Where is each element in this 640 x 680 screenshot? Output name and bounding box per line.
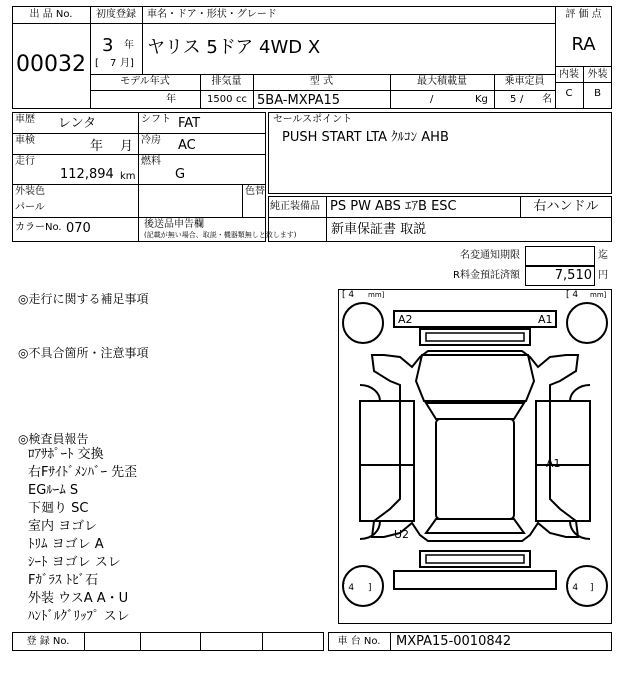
inspector-report-label: ◎検査員報告 (18, 432, 89, 446)
rear-bumper-shape (394, 571, 556, 589)
rear-trunk-shape (420, 551, 530, 567)
tire-rl-label: [ 4 (342, 583, 355, 593)
fuel-label: 燃料 (141, 156, 161, 167)
sales-point-label: セールスポイント (273, 114, 353, 125)
mileage-value: 112,894 (60, 167, 114, 182)
load-slash: / (430, 94, 434, 105)
recycle-amount: 7,510 (554, 268, 592, 283)
right-front-arch-shape (570, 385, 590, 401)
reg-month-prefix: [ (95, 58, 99, 69)
mark-right-door: A1 (546, 457, 561, 470)
interior-score: C (565, 88, 573, 99)
inspector-item-6: ﾄﾘﾑ ヨゴレ A (28, 537, 104, 552)
reg-year: 3 (102, 35, 114, 56)
car-name: ヤリス 5ドア 4WD X (147, 37, 321, 58)
inspector-item-5: 室内 ヨゴレ (28, 519, 98, 534)
name-change-label: 名変通知期限 (460, 250, 520, 261)
inspection-year-unit: 年 (90, 139, 104, 154)
tire-fl-unit: mm] (368, 291, 385, 299)
inspection-month-unit: 月 (120, 139, 134, 154)
tire-fr-unit: mm] (590, 291, 607, 299)
load-unit: Kg (475, 94, 488, 105)
equipment-value: PS PW ABS ｴｱB ESC (330, 199, 457, 214)
capacity-value: 5 (510, 94, 517, 105)
inspector-item-4: 下廻り SC (28, 501, 89, 516)
shift-value: FAT (178, 116, 201, 131)
inspector-item-9: 外装 ウスA A・U (28, 591, 129, 606)
car-label: 車名・ドア・形状・グレード (147, 9, 277, 20)
history-label: 車歴 (15, 114, 35, 125)
inspector-item-1: ﾛｱｻﾎﾟｰﾄ 交換 (28, 447, 104, 462)
color-no-label: カラーNo. (15, 222, 62, 233)
mark-front-right: A1 (538, 313, 553, 326)
ac-value: AC (178, 138, 196, 153)
reg-year-unit: 年 (124, 40, 134, 51)
capacity-slash: / (520, 94, 524, 105)
inspector-item-3: EGﾙｰﾑ S (28, 483, 79, 498)
defect-remarks-label: ◎不具合箇所・注意事項 (18, 346, 149, 360)
equipment-label: 純正装備品 (270, 201, 320, 212)
left-front-arch-shape (360, 385, 380, 401)
color-no-value: 070 (66, 221, 91, 236)
inspector-item-8: Fｶﾞﾗｽ ﾄﾋﾞ石 (28, 573, 99, 588)
warranty-value: 新車保証書 取説 (331, 222, 427, 237)
type-value: 5BA-MXPA15 (257, 93, 341, 108)
postfix-note: (記載が無い場合、取説・機器類無しと致します) (144, 231, 297, 239)
color-change-label: 色替 (245, 186, 265, 197)
postfix-label: 後送品申告欄 (144, 219, 204, 230)
hood-shape (416, 355, 534, 401)
mileage-unit: km (120, 171, 136, 182)
name-change-box (525, 246, 595, 266)
right-rear-door-shape (536, 465, 590, 521)
history-value: レンタ (58, 116, 97, 131)
model-year-unit: 年 (166, 94, 176, 105)
mileage-label: 走行 (15, 156, 35, 167)
displacement-label: 排気量 (211, 76, 242, 87)
tire-front-right-icon (567, 303, 607, 343)
reg-month: 7 (110, 58, 117, 69)
left-rear-door-shape (360, 465, 414, 521)
lot-number: 00032 (16, 52, 86, 77)
tire-rl-unit: ] (368, 583, 372, 593)
steering-value: 右ハンドル (533, 199, 599, 214)
color-label: 外装色 (15, 186, 45, 197)
chassis-label: 車 台 No. (337, 636, 381, 647)
shift-label: シフト (141, 114, 171, 125)
interior-label: 内装 (559, 69, 579, 80)
exterior-label: 外装 (587, 69, 608, 80)
displacement-value: 1500 (207, 94, 233, 105)
type-label: 型 式 (309, 76, 334, 87)
inspection-label: 車検 (15, 135, 35, 146)
grade-value: RA (571, 34, 596, 55)
exterior-score: B (594, 88, 601, 99)
inspector-item-7: ｼｰﾄ ヨゴレ スレ (28, 555, 121, 570)
front-bumper-shape (394, 311, 556, 327)
tire-rr-unit: ] (590, 583, 594, 593)
tire-rr-label: [ 4 (566, 583, 579, 593)
displacement-unit: cc (236, 94, 247, 105)
fuel-value: G (175, 167, 186, 182)
front-grille-shape (420, 329, 530, 345)
left-front-door-shape (360, 401, 414, 465)
capacity-label: 乗車定員 (504, 76, 545, 87)
lot-label: 出 品 No. (29, 9, 73, 20)
car-diagram (338, 289, 612, 624)
capacity-unit: 名 (542, 94, 552, 105)
roof-shape (436, 419, 514, 519)
inspector-item-2: 右Fｻｲﾄﾞﾒﾝﾊﾞｰ 先歪 (28, 465, 138, 480)
driving-remarks-label: ◎走行に関する補足事項 (18, 292, 149, 306)
windshield-shape (426, 403, 524, 419)
ac-label: 冷房 (141, 135, 161, 146)
chassis-number: MXPA15-0010842 (396, 634, 512, 649)
sales-point-value: PUSH START LTA ｸﾙｺﾝ AHB (282, 130, 449, 145)
rear-window-shape (426, 519, 524, 533)
mark-front-left: A2 (398, 313, 413, 326)
model-year-label: モデル年式 (120, 76, 170, 87)
tire-fl-label: [ 4 (342, 290, 355, 300)
tire-front-left-icon (343, 303, 383, 343)
tire-fr-label: [ 4 (566, 290, 579, 300)
recycle-unit: 円 (598, 270, 608, 281)
color-value: パール (15, 202, 45, 213)
name-change-unit: 迄 (598, 250, 608, 261)
right-front-door-shape (536, 401, 590, 465)
recycle-label: R料金預託済額 (453, 270, 520, 281)
load-label: 最大積載量 (417, 76, 467, 87)
body-outline-shape (372, 351, 578, 541)
reg-label: 初度登録 (96, 9, 136, 20)
grade-label: 評 価 点 (565, 9, 602, 20)
registration-label: 登 録 No. (26, 636, 70, 647)
reg-month-suffix: 月] (120, 58, 134, 69)
mark-left-rear: U2 (394, 528, 410, 541)
inspector-item-10: ﾊﾝﾄﾞﾙｸﾞﾘｯﾌﾟ スレ (28, 609, 130, 624)
